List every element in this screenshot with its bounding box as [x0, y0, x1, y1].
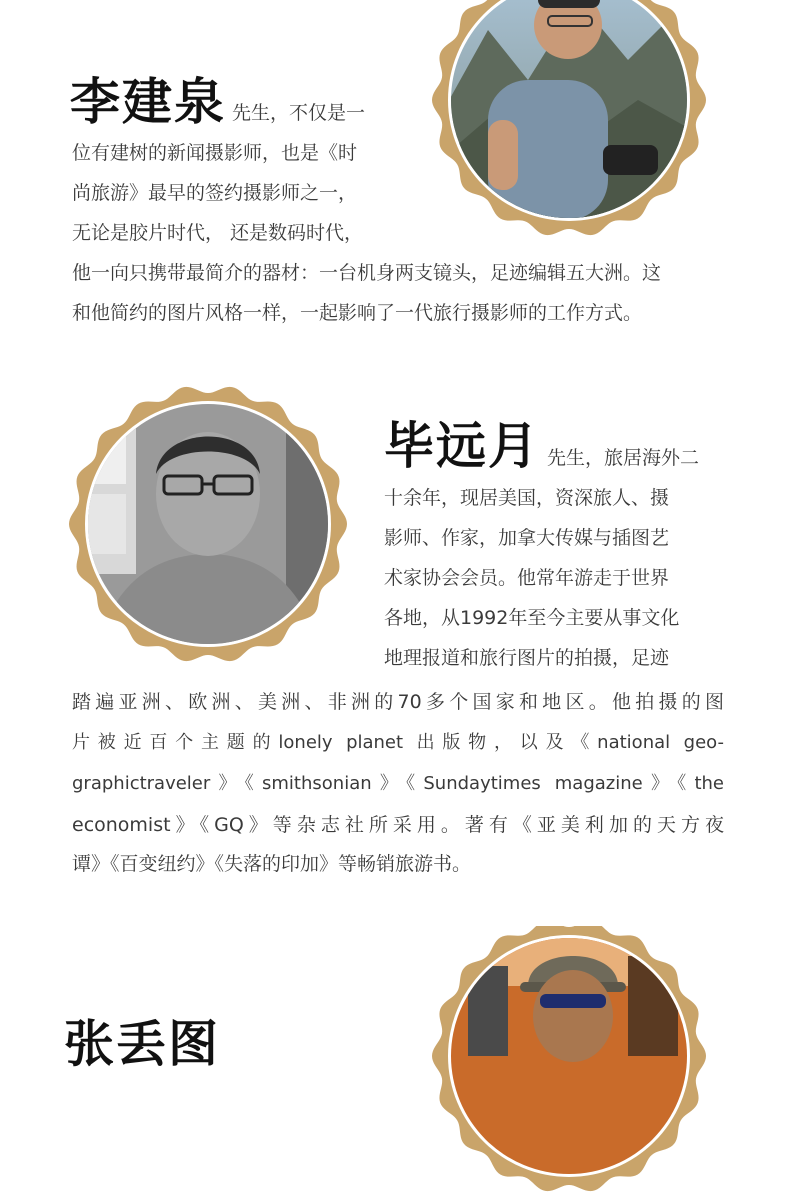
person2-line-10: economist》《GQ》等杂志社所采用。著有《亚美利加的天方夜	[72, 814, 724, 836]
person1-line-2: 位有建树的新闻摄影师，也是《时	[72, 142, 358, 164]
person2-line-7: 踏遍亚洲、欧洲、美洲、非洲的70多个国家和地区。他拍摄的图	[72, 691, 724, 713]
person2-line-6: 地理报道和旅行图片的拍摄，足迹	[384, 647, 670, 669]
person2-name: 毕远月	[384, 416, 540, 475]
portrait-person3	[428, 926, 710, 1196]
person1-line-4: 无论是胶片时代， 还是数码时代，	[72, 222, 364, 244]
photo-frame-li-jianquan	[428, 0, 710, 240]
person2-line-8: 片被近百个主题的lonely planet 出版物，以及《national geo-	[72, 732, 724, 753]
portrait-li-jianquan	[428, 0, 710, 240]
person1-line-3: 尚旅游》最早的签约摄影师之一，	[72, 182, 358, 204]
person2-line-3: 影师、作家，加拿大传媒与插图艺	[384, 527, 670, 549]
portrait-bi-yuanyue	[66, 384, 350, 664]
person1-name: 李建泉	[70, 72, 226, 131]
photo-frame-bi-yuanyue	[66, 384, 350, 664]
person2-line-2: 十余年，现居美国，资深旅人、摄	[384, 487, 670, 509]
person2-line-11: 谭》《百变纽约》《失落的印加》等畅销旅游书。	[72, 853, 472, 875]
person3-name: 张丢图	[64, 1014, 220, 1073]
person1-line-6: 和他简约的图片风格一样，一起影响了一代旅行摄影师的工作方式。	[72, 302, 643, 324]
person2-line-1: 先生，旅居海外二	[547, 447, 700, 469]
person1-line-5: 他一向只携带最简介的器材：一台机身两支镜头，足迹编辑五大洲。这	[72, 262, 662, 284]
person2-line-9: graphictraveler》《smithsonian》《Sundaytimes magazine》《the	[72, 773, 724, 794]
person2-line-5: 各地，从1992年至今主要从事文化	[384, 607, 680, 629]
person1-line-1: 先生，不仅是一	[232, 102, 366, 124]
person2-line-4: 术家协会会员。他常年游走于世界	[384, 567, 670, 589]
photo-frame-person3	[428, 926, 710, 1196]
